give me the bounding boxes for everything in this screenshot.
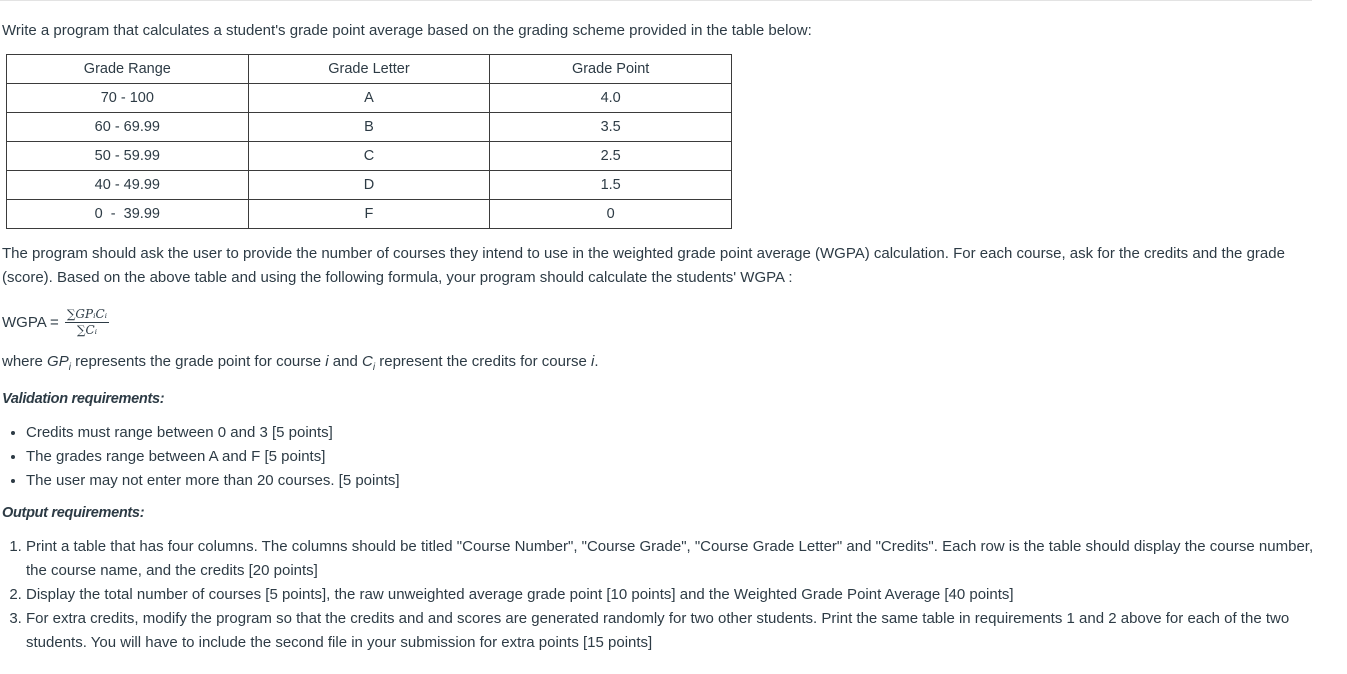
assignment-content (2, 20, 1332, 655)
validation-heading: Validation requirements: (2, 391, 165, 407)
cell-grade-letter: F (248, 200, 490, 229)
cell-grade-letter: B (248, 113, 490, 142)
table-header-row (7, 55, 732, 84)
formula-fraction (65, 307, 109, 338)
formula-label: WGPA = (2, 313, 59, 331)
cell-grade-point: 2.5 (490, 142, 732, 171)
explanation-text: represent the credits for course (375, 353, 591, 370)
explanation-text: represents the grade point for course (70, 353, 326, 370)
table-row (7, 142, 732, 171)
cell-grade-range: 50 - 59.99 (7, 142, 249, 171)
cell-grade-letter: A (248, 84, 490, 113)
formula-denominator (75, 323, 99, 338)
table-row (7, 171, 732, 200)
output-list (2, 535, 1332, 655)
c-subscript: i (372, 362, 376, 373)
output-heading: Output requirements: (2, 505, 145, 521)
numerator-term: GPᵢCᵢ (75, 306, 108, 321)
header-grade-range: Grade Range (7, 55, 249, 84)
course-index: i (591, 353, 595, 370)
intro-text: Write a program that calculates a student's grade point average based on the grading scheme provided in the table below: (2, 22, 812, 39)
list-item: 3. For extra credits, modify the program so that the credits and and scores are generated randomly for two other students. Print the same table in requirements 1 and 2 above for each of the two students. You will have to include the second file in your submission for extra points [15 points] (26, 607, 1332, 655)
list-item: • The grades range between A and F [5 points] (26, 445, 1332, 469)
list-item: • Credits must range between 0 and 3 [5 points] (26, 421, 1332, 445)
c-letter: C (361, 353, 373, 370)
list-item: 1. Print a table that has four columns. The columns should be titled "Course Number", "Course Grade", "Course Grade Letter" and "Credits". Each row is the table should display the course number, the course name, and the credits [20 points] (26, 535, 1332, 583)
cell-grade-letter: C (248, 142, 490, 171)
grading-scheme-table (6, 54, 732, 229)
formula-numerator (65, 307, 109, 323)
table-row (7, 200, 732, 229)
gp-symbol (47, 353, 71, 373)
gp-subscript: i (68, 362, 71, 373)
denominator-term: Cᵢ (85, 322, 98, 337)
c-symbol (361, 353, 376, 373)
cell-grade-point: 0 (490, 200, 732, 229)
table-row (7, 113, 732, 142)
cell-grade-range: 70 - 100 (7, 84, 249, 113)
list-item: • The user may not enter more than 20 courses. [5 points] (26, 469, 1332, 493)
top-divider (0, 0, 1312, 1)
cell-grade-range: 60 - 69.99 (7, 113, 249, 142)
validation-list (2, 421, 1332, 493)
header-grade-letter: Grade Letter (248, 55, 490, 84)
cell-grade-point: 3.5 (490, 113, 732, 142)
gp-letters: GP (47, 353, 69, 370)
wgpa-formula (2, 302, 1332, 342)
cell-grade-range: 40 - 49.99 (7, 171, 249, 200)
sum-symbol: ∑ (76, 322, 86, 337)
cell-grade-point: 1.5 (490, 171, 732, 200)
list-item: 2. Display the total number of courses [5 points], the raw unweighted average grade point [10 points] and the Weighted Grade Point Average [40 points] (26, 583, 1332, 607)
cell-grade-letter: D (248, 171, 490, 200)
cell-grade-range: 0 - 39.99 (7, 200, 249, 229)
sum-symbol: ∑ (66, 306, 76, 321)
formula-explanation (2, 351, 1332, 379)
course-index: i (325, 353, 329, 370)
header-grade-point: Grade Point (490, 55, 732, 84)
cell-grade-point: 4.0 (490, 84, 732, 113)
explanation-text: and (328, 353, 362, 370)
explanation-text: . (594, 353, 599, 370)
explanation-text: where (2, 353, 48, 370)
program-description: The program should ask the user to provide the number of courses they intend to use in the weighted grade point average (WGPA) calculation. For each course, ask for the credits and the grade (score). Based on the above table and using the following formula, your program should calculate the students' WGPA : (2, 245, 1285, 286)
table-row (7, 84, 732, 113)
